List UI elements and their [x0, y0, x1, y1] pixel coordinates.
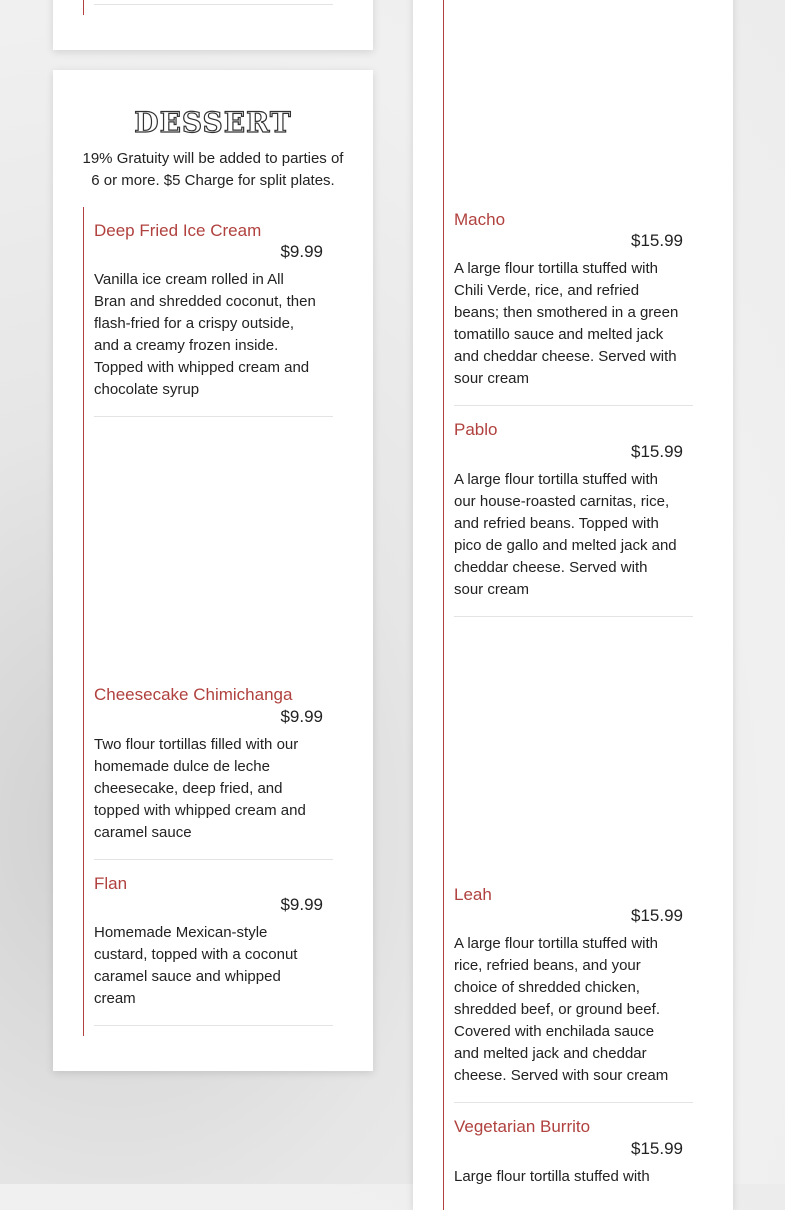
item-description: A large flour tortilla stuffed with our house-roasted carnitas, rice, and refried beans. Topped with pico de gallo and melted jack and cheddar cheese. Served with sour cream: [454, 471, 677, 598]
item-name: Pablo: [454, 420, 498, 439]
item-price: $15.99: [631, 1139, 683, 1158]
item-name: Flan: [94, 874, 128, 893]
item-price: $15.99: [631, 906, 683, 925]
section-accent-line: [443, 0, 444, 1210]
item-name: Leah: [454, 885, 492, 904]
item-name: Cheesecake Chimichanga: [94, 685, 293, 704]
item-price: $9.99: [280, 242, 323, 261]
item-price: $15.99: [631, 442, 683, 461]
item-divider: [94, 4, 333, 5]
item-description: Two flour tortillas filled with our homemade dulce de leche cheesecake, deep fried, and topped with whipped cream and caramel sauce: [94, 736, 306, 841]
item-price: $9.99: [280, 707, 323, 726]
item-divider: [94, 859, 333, 860]
item-divider: [454, 1102, 693, 1103]
gratuity-note: 19% Gratuity will be added to parties of 6 or more. $5 Charge for split plates.: [82, 150, 344, 189]
item-price: $9.99: [280, 895, 323, 914]
item-name: Deep Fried Ice Cream: [94, 221, 262, 240]
section-title: DESSERT: [134, 106, 292, 139]
item-divider: [94, 1025, 333, 1026]
item-divider: [454, 616, 693, 617]
item-description: Large flour tortilla stuffed with: [454, 1168, 650, 1185]
item-price: $15.99: [631, 231, 683, 250]
item-name: Vegetarian Burrito: [454, 1117, 591, 1136]
item-divider: [454, 405, 693, 406]
item-description: Vanilla ice cream rolled in All Bran and shredded coconut, then flash-fried for a crispy outside, and a creamy frozen inside. Topped with whipped cream and chocolate syrup: [94, 271, 316, 398]
item-name: Macho: [454, 210, 506, 229]
item-divider: [94, 416, 333, 417]
burrito-section-card: [413, 0, 733, 1210]
item-description: Homemade Mexican-style custard, topped with a coconut caramel sauce and whipped cream: [94, 924, 298, 1007]
item-description: A large flour tortilla stuffed with rice, refried beans, and your choice of shredded chicken, shredded beef, or ground beef. Covered with enchilada sauce and melted jack and cheddar cheese. Served with sour cream: [454, 935, 669, 1084]
dessert-section-card: [53, 70, 373, 1071]
section-accent-line: [83, 207, 84, 1036]
section-accent-line: [83, 0, 84, 15]
item-description: A large flour tortilla stuffed with Chili Verde, rice, and refried beans; then smothered in a green tomatillo sauce and melted jack and cheddar cheese. Served with sour cream: [454, 260, 679, 387]
previous-section-card: [53, 0, 373, 50]
